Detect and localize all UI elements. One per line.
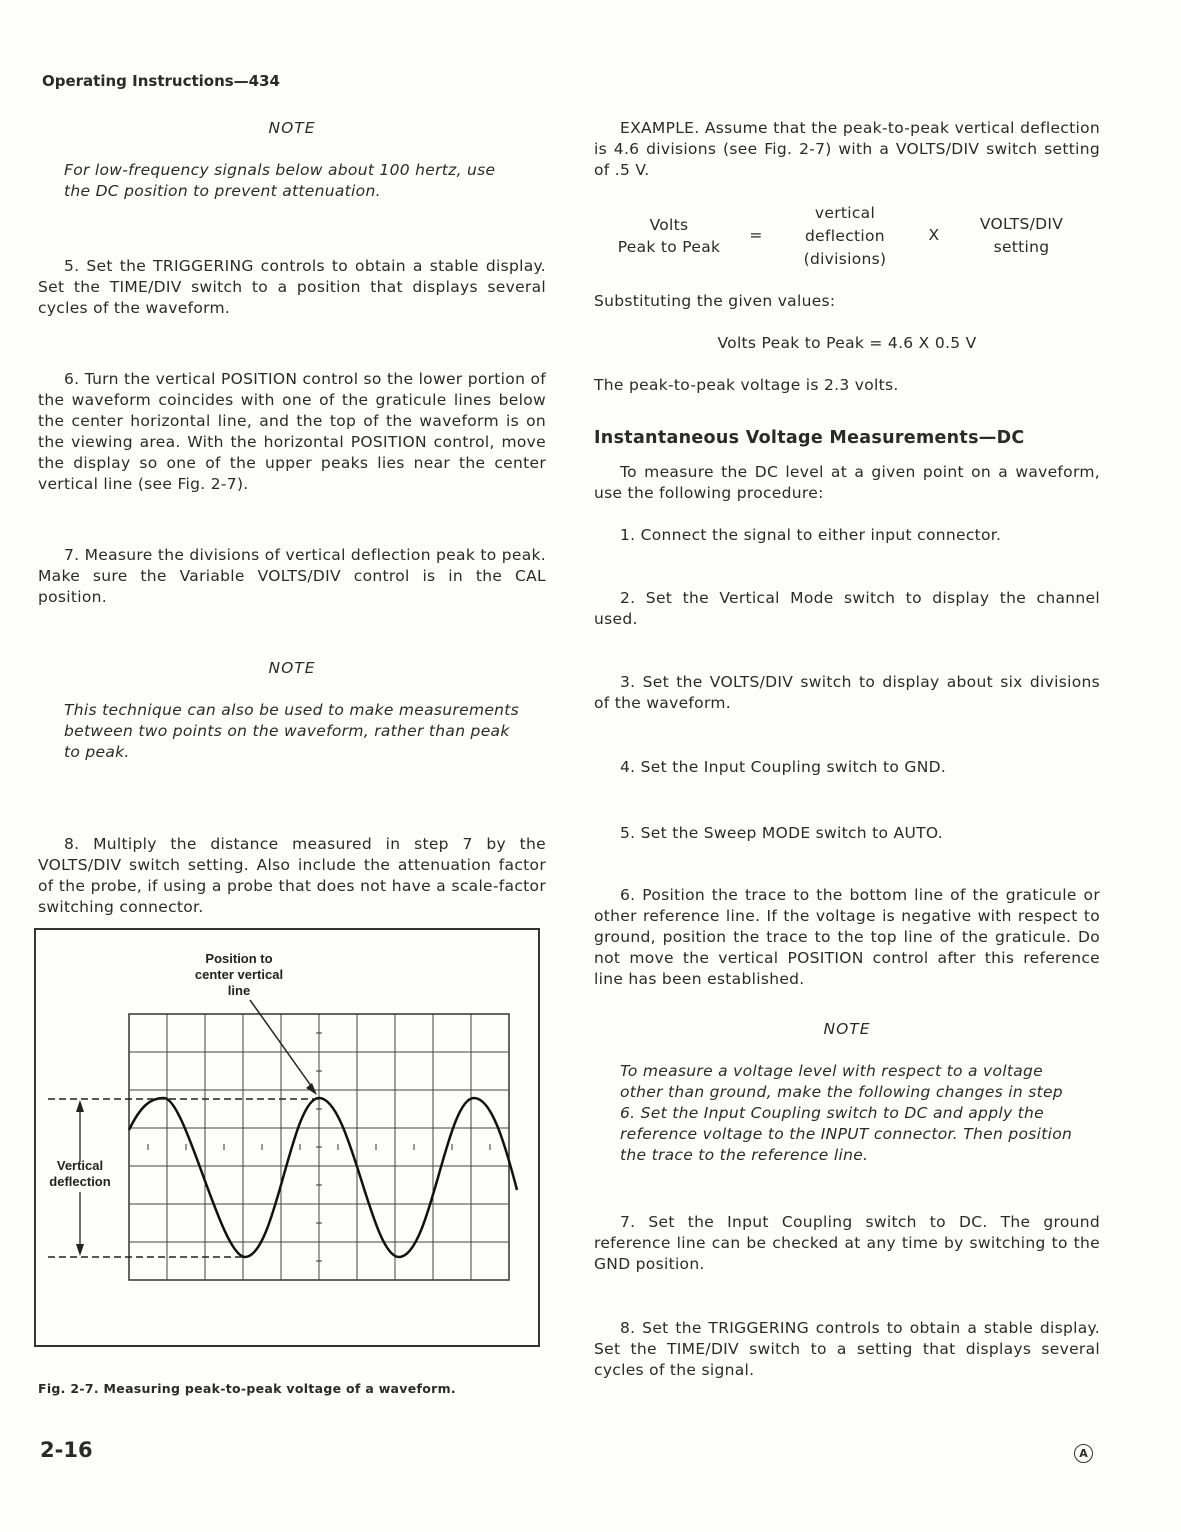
- substituted-equation: Volts Peak to Peak = 4.6 X 0.5 V: [717, 334, 977, 352]
- pointer-arrow-head: [306, 1083, 317, 1095]
- eq-deflection: deflection: [805, 227, 885, 245]
- label-position-1: Position to: [205, 951, 273, 966]
- step-3: 3. Set the VOLTS/DIV switch to display about six divisions of the waveform.: [594, 673, 1100, 712]
- label-vertical-1: Vertical: [56, 1158, 104, 1173]
- page-header: Operating Instructions—434: [42, 72, 280, 90]
- right-column: [594, 118, 1100, 1381]
- step-6: 6. Position the trace to the bottom line of the graticule or other reference line. If the voltage is negative with respect to ground, position the trace to the top line of the graticule. Do not move the vertical POSITION control after this reference line has been established.: [594, 886, 1100, 988]
- step-4: 4. Set the Input Coupling switch to GND.: [620, 758, 947, 776]
- label-position-3: line: [227, 983, 251, 998]
- figure-2-7: [34, 928, 540, 1347]
- substituting-text: Substituting the given values:: [594, 292, 836, 310]
- note-body: This technique can also be used to make measurements between two points on the waveform, rather than peak to peak.: [64, 701, 520, 761]
- arrow-head-down: [76, 1244, 84, 1256]
- step-7: 7. Set the Input Coupling switch to DC. The ground reference line can be checked at any time by switching to the GND position.: [594, 1213, 1100, 1273]
- step-2: 2. Set the Vertical Mode switch to display the channel used.: [594, 589, 1100, 628]
- sine-wave: [129, 1098, 517, 1257]
- note-title: NOTE: [268, 119, 316, 137]
- label-position-2: center vertical: [194, 967, 284, 982]
- step-8: 8. Multiply the distance measured in step 7 by the VOLTS/DIV switch setting. Also include the attenuation factor of the probe, if using a probe that does not have a scale-factor switching connector.: [38, 835, 546, 916]
- label-vertical-2: deflection: [49, 1174, 111, 1189]
- note-title: NOTE: [268, 659, 316, 677]
- figure-caption: Fig. 2-7. Measuring peak-to-peak voltage of a waveform.: [38, 1381, 456, 1396]
- left-column: [38, 118, 546, 918]
- waveform-diagram: [36, 930, 538, 1345]
- note-body: To measure a voltage level with respect to a voltage other than ground, make the following changes in step 6. Set the Input Coupling switch to DC and apply the reference voltage to the INPUT connector. Then position the trace to the reference line.: [620, 1062, 1073, 1164]
- eq-volts-div: VOLTS/DIV: [979, 215, 1064, 233]
- intro-paragraph: To measure the DC level at a given point on a waveform, use the following procedure:: [594, 463, 1100, 502]
- note-title: NOTE: [823, 1020, 871, 1038]
- note-body: For low-frequency signals below about 100 hertz, use the DC position to prevent attenuation.: [64, 161, 496, 200]
- eq-setting: setting: [993, 238, 1050, 256]
- eq-times: X: [928, 226, 940, 244]
- step-5: 5. Set the Sweep MODE switch to AUTO.: [620, 824, 943, 842]
- step-7: 7. Measure the divisions of vertical deflection peak to peak. Make sure the Variable VOLTS/DIV control is in the CAL position.: [38, 546, 546, 606]
- eq-equals: =: [749, 226, 763, 244]
- eq-vertical: vertical: [814, 204, 876, 222]
- step-1: 1. Connect the signal to either input connector.: [620, 526, 1002, 544]
- equation-block: [594, 203, 1100, 279]
- eq-divisions: (divisions): [803, 250, 887, 268]
- step-6: 6. Turn the vertical POSITION control so the lower portion of the waveform coincides with one of the graticule lines below the center horizontal line, and the top of the waveform is on the viewing area. With the horizontal POSITION control, move the display so one of the upper peaks lies near the center vertical line (see Fig. 2-7).: [38, 370, 546, 493]
- step-8: 8. Set the TRIGGERING controls to obtain a stable display. Set the TIME/DIV switch to a setting that displays several cycles of the signal.: [594, 1319, 1100, 1379]
- eq-volts: Volts: [649, 216, 689, 234]
- example-paragraph: EXAMPLE. Assume that the peak-to-peak vertical deflection is 4.6 divisions (see Fig. 2-7) with a VOLTS/DIV switch setting of .5 V.: [594, 119, 1100, 179]
- step-5: 5. Set the TRIGGERING controls to obtain a stable display. Set the TIME/DIV switch to a position that displays several cycles of the waveform.: [38, 257, 546, 317]
- revision-mark: A: [1074, 1444, 1093, 1463]
- section-heading: Instantaneous Voltage Measurements—DC: [594, 428, 1025, 448]
- page-number: 2-16: [40, 1438, 93, 1462]
- eq-peak: Peak to Peak: [617, 238, 721, 256]
- arrow-head-up: [76, 1100, 84, 1112]
- result-text: The peak-to-peak voltage is 2.3 volts.: [594, 376, 899, 394]
